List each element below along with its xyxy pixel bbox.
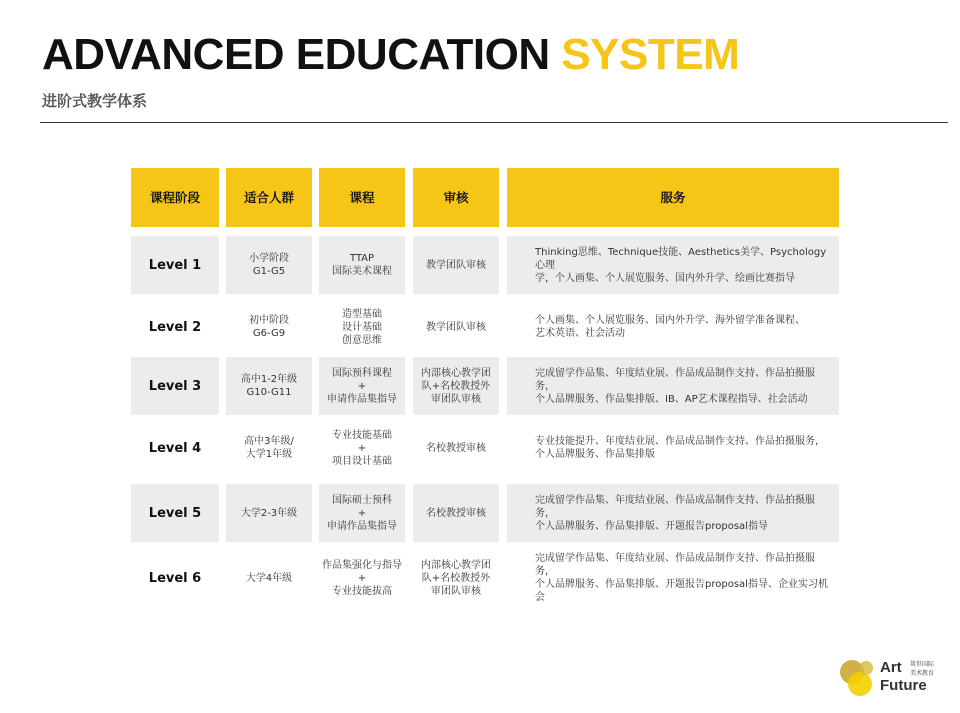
cell-course-line: 申请作品集指导 xyxy=(327,393,397,405)
header-stage: 课程阶段 xyxy=(131,168,219,227)
cell-audience xyxy=(226,419,312,477)
cell-audience xyxy=(226,549,312,607)
cell-service-line: 艺术英语、社会活动 xyxy=(535,328,625,339)
cell-course-line: 国际美术课程 xyxy=(332,266,392,277)
cell-course-line: 造型基础 xyxy=(342,308,382,320)
cell-service-line: 个人品牌服务、作品集排版、IB、AP艺术课程指导、社会活动 xyxy=(535,393,808,405)
cell-audience xyxy=(226,236,312,294)
header-audience: 适合人群 xyxy=(226,168,312,227)
cell-course-line: TTAP xyxy=(349,253,375,264)
page-title xyxy=(42,30,739,80)
cell-review xyxy=(413,484,499,542)
cell-service-line: 完成留学作品集、年度结业展、作品成品制作支持、作品拍摄服务， xyxy=(535,553,815,577)
cell-review-line: 队+名校教授外 xyxy=(421,380,491,392)
cell-service xyxy=(507,298,839,356)
cell-course-line: + xyxy=(357,380,367,392)
cell-audience-line: 大学1年级 xyxy=(245,449,293,460)
cell-service-line: 完成留学作品集、年度结业展、作品成品制作支持、作品拍摄服务， xyxy=(535,494,815,519)
cell-review xyxy=(413,357,499,415)
cell-audience-line: G1-G5 xyxy=(252,266,286,277)
svg-text:Art: Art xyxy=(880,659,902,676)
cell-level: Level 1 xyxy=(131,236,219,294)
header-course: 课程 xyxy=(319,168,405,227)
cell-course xyxy=(319,419,405,477)
cell-course xyxy=(319,549,405,607)
cell-audience-line: 大学4年级 xyxy=(245,572,293,584)
cell-audience-line: G10-G11 xyxy=(246,387,292,398)
svg-text:筑世国际: 筑世国际 xyxy=(910,661,935,668)
cell-review xyxy=(413,236,499,294)
svg-text:Future: Future xyxy=(880,677,927,694)
svg-text:美术教育: 美术教育 xyxy=(910,670,935,677)
cell-service-line: 专业技能提升、年度结业展、作品成品制作支持、作品拍摄服务， xyxy=(535,436,825,447)
cell-service xyxy=(507,357,839,415)
cell-service-line: 个人品牌服务、作品集排版、开题报告proposal指导 xyxy=(535,520,768,532)
cell-service-line: Thinking思维、Technique技能、Aesthetics美学、Psychology心理 xyxy=(535,246,827,271)
cell-course xyxy=(319,298,405,356)
cell-service xyxy=(507,484,839,542)
cell-service-line: 个人画集、个人展览服务、国内外升学、海外留学准备课程、 xyxy=(535,315,805,326)
header-review: 审核 xyxy=(413,168,499,227)
cell-review-line: 教学团队审核 xyxy=(426,259,486,271)
cell-course-line: 项目设计基础 xyxy=(332,455,392,467)
cell-audience xyxy=(226,484,312,542)
cell-level: Level 5 xyxy=(131,484,219,542)
cell-level: Level 2 xyxy=(148,319,202,335)
cell-service xyxy=(507,236,839,294)
cell-course-line: 国际预科课程 xyxy=(332,367,392,379)
cell-review xyxy=(413,298,499,356)
header-service: 服务 xyxy=(507,168,839,227)
cell-course-line: 专业技能基础 xyxy=(332,429,392,441)
cell-course-line: 设计基础 xyxy=(342,321,382,333)
page-subtitle: 进阶式教学体系 xyxy=(42,92,148,110)
cell-audience-line: 高中3年级/ xyxy=(244,436,294,447)
cell-review xyxy=(413,549,499,607)
divider xyxy=(40,122,948,123)
cell-audience xyxy=(226,298,312,356)
cell-service-line: 完成留学作品集、年度结业展、作品成品制作支持、作品拍摄服务， xyxy=(535,367,815,392)
art-future-logo xyxy=(838,650,948,700)
cell-course-line: 创意思维 xyxy=(342,334,382,346)
cell-course-line: 作品集强化与指导 xyxy=(322,559,402,571)
cell-review-line: 内部核心教学团 xyxy=(421,559,491,571)
cell-review-line: 审团队审核 xyxy=(431,585,481,597)
cell-course-line: + xyxy=(357,572,367,584)
cell-audience-line: 高中1-2年级 xyxy=(240,374,298,385)
cell-service xyxy=(507,419,839,477)
cell-service-line: 学，个人画集、个人展览服务、国内外升学、绘画比赛指导 xyxy=(535,272,795,284)
cell-review-line: 教学团队审核 xyxy=(426,321,486,333)
title-main: ADVANCED EDUCATION xyxy=(42,30,550,79)
cell-level: Level 3 xyxy=(131,357,219,415)
cell-course-line: 申请作品集指导 xyxy=(327,520,397,532)
cell-course-line: 专业技能拔高 xyxy=(332,585,392,597)
cell-review-line: 名校教授审核 xyxy=(426,442,486,454)
cell-course-line: 国际硕士预科 xyxy=(332,494,392,506)
cell-audience-line: 小学阶段 xyxy=(249,253,289,264)
cell-service-line: 个人品牌服务、作品集排版 xyxy=(535,449,655,460)
cell-review-line: 审团队审核 xyxy=(431,393,481,405)
cell-audience-line: 初中阶段 xyxy=(249,315,289,326)
cell-review xyxy=(413,419,499,477)
cell-audience-line: G6-G9 xyxy=(252,328,286,339)
cell-audience-line: 大学2-3年级 xyxy=(240,507,298,519)
cell-course xyxy=(319,236,405,294)
cell-review-line: 名校教授审核 xyxy=(426,507,486,519)
cell-level: Level 6 xyxy=(148,570,202,586)
cell-course-line: + xyxy=(357,442,367,454)
cell-level: Level 4 xyxy=(148,440,202,456)
cell-course-line: + xyxy=(357,507,367,519)
cell-course xyxy=(319,357,405,415)
cell-review-line: 内部核心教学团 xyxy=(421,367,491,379)
cell-review-line: 队+名校教授外 xyxy=(421,572,491,584)
cell-service xyxy=(507,549,839,607)
cell-service-line: 个人品牌服务、作品集排版、开题报告proposal指导、企业实习机会 xyxy=(535,579,828,603)
cell-audience xyxy=(226,357,312,415)
cell-course xyxy=(319,484,405,542)
title-accent: SYSTEM xyxy=(561,30,740,79)
